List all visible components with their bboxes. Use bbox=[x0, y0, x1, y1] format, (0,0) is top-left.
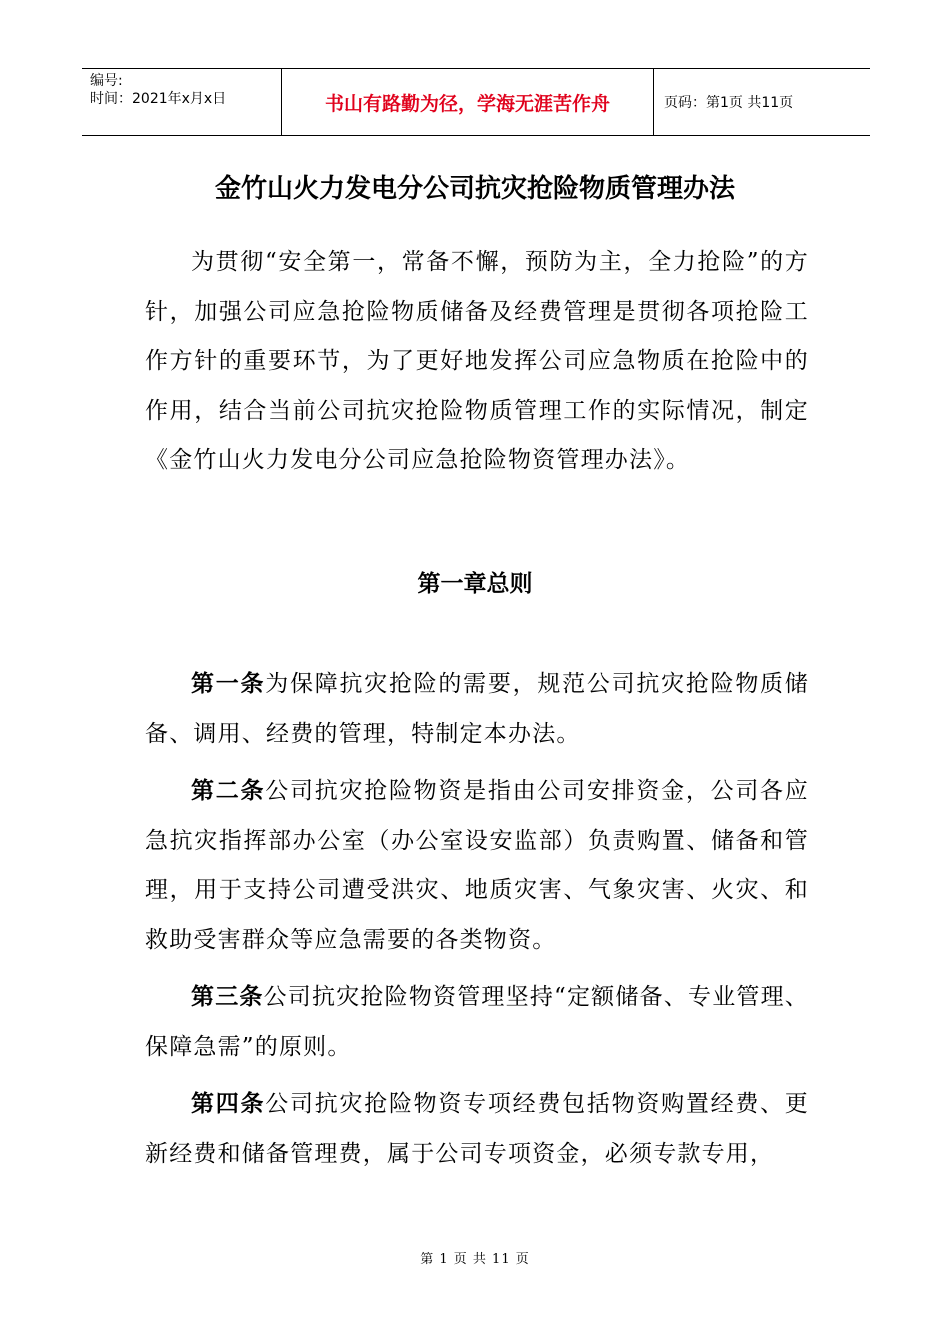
page-header bbox=[82, 68, 870, 136]
article-label: 第二条 bbox=[191, 778, 266, 804]
article-1 bbox=[145, 660, 809, 759]
header-meta bbox=[82, 69, 282, 135]
article-label: 第四条 bbox=[191, 1091, 266, 1117]
article-4 bbox=[145, 1080, 809, 1179]
article-label: 第一条 bbox=[191, 671, 266, 697]
article-2 bbox=[145, 767, 809, 965]
document-title: 金竹山火力发电分公司抗灾抢险物质管理办法 bbox=[214, 174, 735, 204]
article-text: 公司抗灾抢险物资管理坚持“定额储备、专业管理、保障急需”的原则。 bbox=[145, 984, 809, 1060]
article-3 bbox=[145, 973, 809, 1072]
time-label: 时间：2021年x月x日 bbox=[90, 91, 227, 107]
article-text: 公司抗灾抢险物资专项经费包括物资购置经费、更新经费和储备管理费，属于公司专项资金，必须专款专用， bbox=[145, 1091, 809, 1167]
intro-paragraph: 为贯彻“安全第一，常备不懈，预防为主，全力抢险”的方针，加强公司应急抢险物质储备及经费管理是贯彻各项抢险工作方针的重要环节，为了更好地发挥公司应急物质在抢险中的作用，结合当前公司抗灾抢险物质管理工作的实际情况，制定《金竹山火力发电分公司应急抢险物资管理办法》。 bbox=[145, 249, 809, 473]
article-text: 为保障抗灾抢险的需要，规范公司抗灾抢险物质储备、调用、经费的管理，特制定本办法。 bbox=[145, 671, 809, 747]
articles-section bbox=[145, 660, 809, 1187]
header-motto: 书山有路勤为径，学海无涯苦作舟 bbox=[282, 69, 654, 135]
header-page-info: 页码：第1页 共11页 bbox=[664, 95, 794, 111]
article-label: 第三条 bbox=[191, 984, 264, 1010]
article-text: 公司抗灾抢险物资是指由公司安排资金，公司各应急抗灾指挥部办公室（办公室设安监部）负责购置、储备和管理，用于支持公司遭受洪灾、地质灾害、气象灾害、火灾、和救助受害群众等应急需要的各类物资。 bbox=[145, 778, 809, 953]
chapter-title: 第一章总则 bbox=[417, 571, 533, 597]
number-label: 编号: bbox=[90, 73, 123, 89]
page-footer: 第 1 页 共 11 页 bbox=[420, 1252, 530, 1267]
